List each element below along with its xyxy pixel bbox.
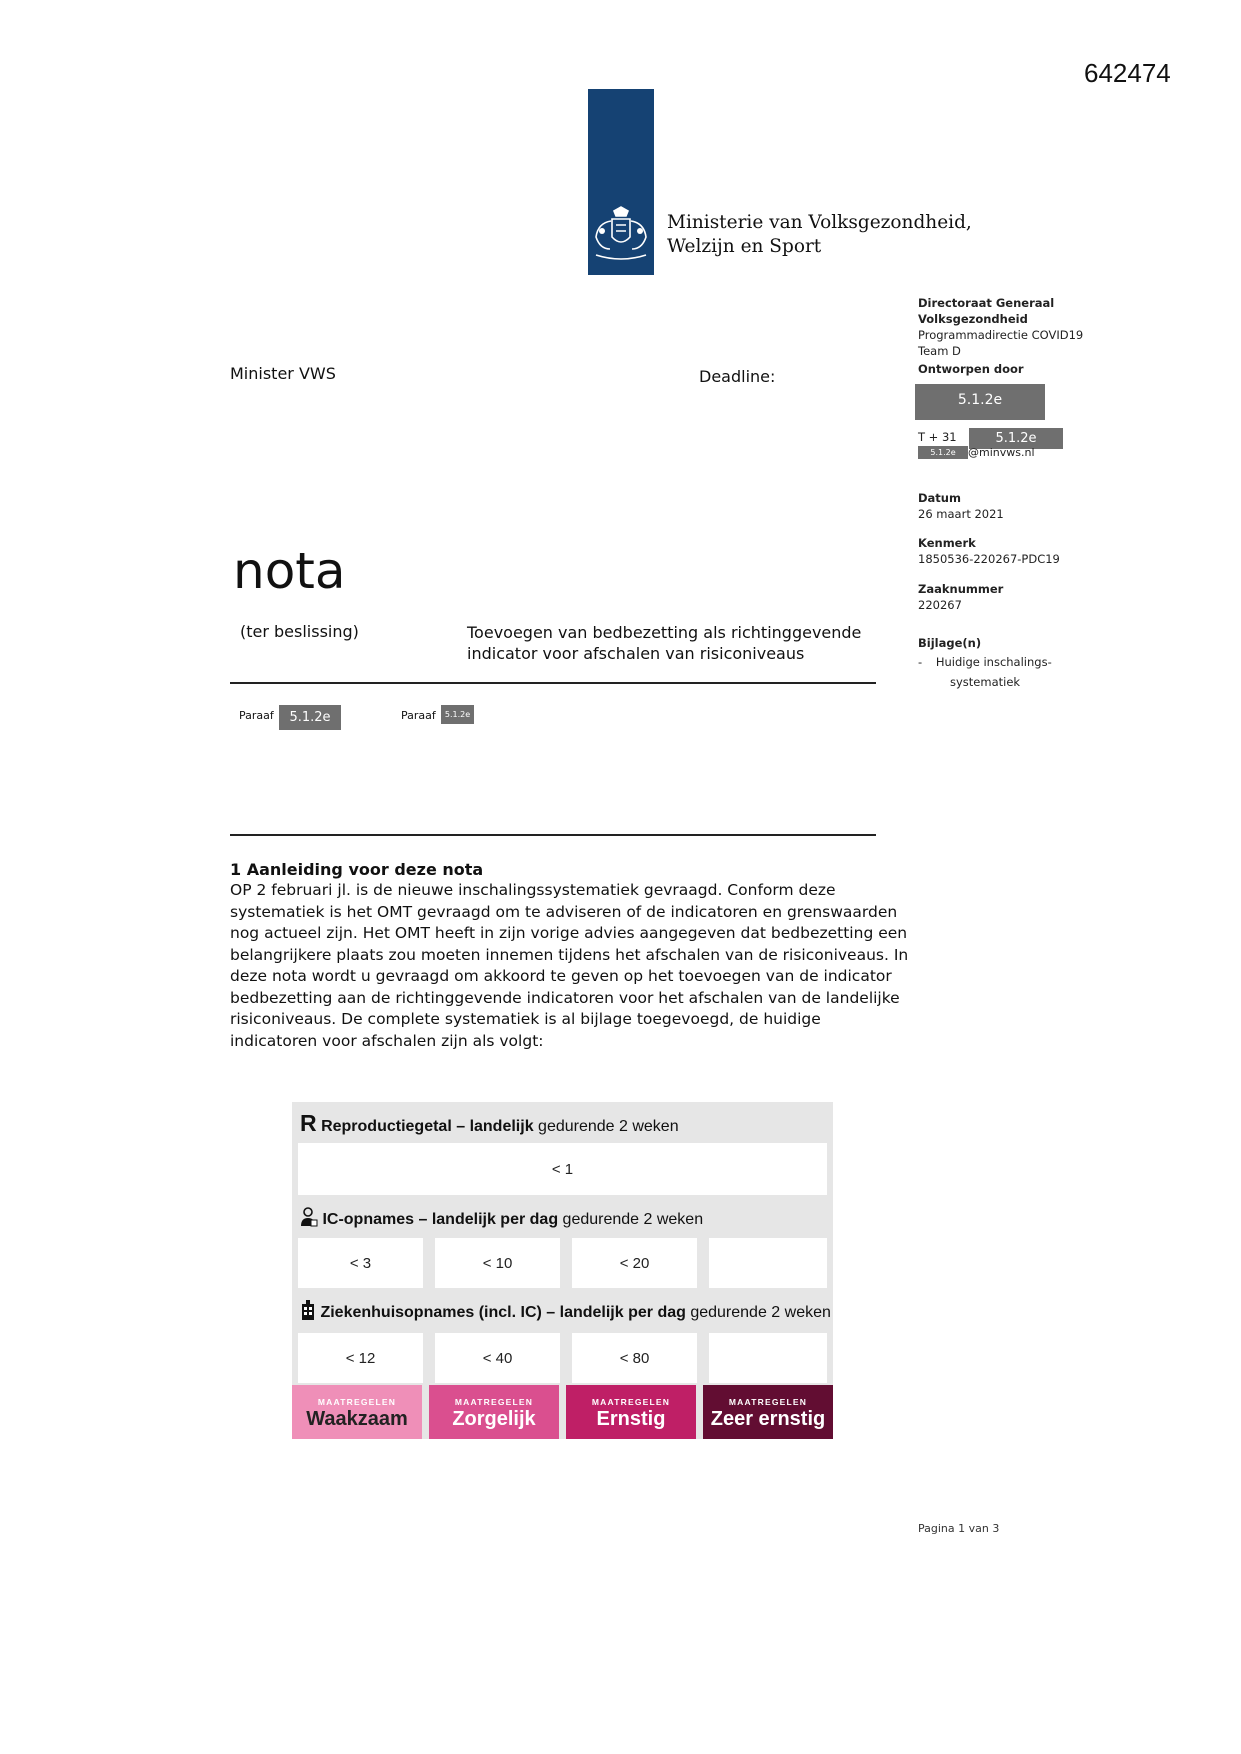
- paraaf-label-2: Paraaf: [401, 709, 436, 722]
- redacted-paraaf-1: 5.1.2e: [279, 705, 341, 730]
- document-type: (ter beslissing): [240, 622, 359, 641]
- patient-icon: [300, 1207, 318, 1227]
- ministry-name: [667, 211, 972, 259]
- document-subject: [467, 622, 861, 664]
- designed-by-label: Ontworpen door: [918, 362, 1024, 376]
- zh-value-2: < 40: [435, 1333, 560, 1383]
- divider-bottom: [230, 834, 876, 836]
- r-letter: R: [300, 1110, 317, 1136]
- level-waakzaam-small: MAATREGELEN: [317, 1397, 397, 1407]
- ministry-line-2: Welzijn en Sport: [667, 236, 822, 257]
- hospital-icon: [300, 1300, 316, 1320]
- zh-value-4: [709, 1333, 827, 1383]
- email-suffix: @minvws.nl: [968, 446, 1035, 459]
- zh-header: [300, 1300, 831, 1322]
- sidebar-case: [918, 581, 1003, 613]
- ic-title: IC-opnames: [322, 1211, 415, 1228]
- redacted-name: 5.1.2e: [915, 384, 1045, 420]
- level-zorgelijk-small: MAATREGELEN: [454, 1397, 534, 1407]
- level-zeer-ernstig-label: Zeer ernstig: [710, 1408, 826, 1430]
- divider-top: [230, 682, 876, 684]
- level-zeer-ernstig: [703, 1385, 833, 1439]
- org-line-3: Programmadirectie COVID19: [918, 328, 1084, 342]
- org-line-4: Team D: [918, 344, 961, 358]
- sidebar-organisation: [918, 295, 1083, 377]
- level-waakzaam-label: Waakzaam: [306, 1408, 408, 1430]
- redacted-email: 5.1.2e: [918, 446, 968, 459]
- reference-label: Kenmerk: [918, 536, 976, 550]
- document-number: 642474: [1084, 58, 1171, 88]
- level-waakzaam: [292, 1385, 422, 1439]
- section-title: 1 Aanleiding voor deze nota: [230, 860, 484, 879]
- zh-value-3: < 80: [572, 1333, 697, 1383]
- zh-bold: landelijk per dag: [559, 1304, 686, 1321]
- r-header: [300, 1110, 679, 1137]
- deadline-label: Deadline:: [699, 367, 776, 386]
- r-rest: gedurende 2 weken: [533, 1118, 679, 1135]
- org-line-1: Directoraat Generaal: [918, 296, 1055, 310]
- r-title: Reproductiegetal: [321, 1118, 452, 1135]
- ic-value-3: < 20: [572, 1238, 697, 1288]
- case-label: Zaaknummer: [918, 582, 1004, 596]
- level-ernstig-label: Ernstig: [596, 1408, 666, 1430]
- org-line-2: Volksgezondheid: [918, 312, 1028, 326]
- paraaf-label-1: Paraaf: [239, 709, 274, 722]
- coat-of-arms-icon: [590, 205, 652, 265]
- level-zeer-ernstig-small: MAATREGELEN: [728, 1397, 808, 1407]
- zh-title: Ziekenhuisopnames (incl. IC): [320, 1304, 542, 1321]
- date-label: Datum: [918, 491, 961, 505]
- r-bold: landelijk: [469, 1118, 534, 1135]
- ic-value-4: [709, 1238, 827, 1288]
- level-ernstig-small: MAATREGELEN: [591, 1397, 671, 1407]
- phone-prefix: T + 31: [918, 430, 957, 444]
- level-zorgelijk: [429, 1385, 559, 1439]
- sidebar-attachments: [918, 635, 1052, 690]
- ic-value-1: < 3: [298, 1238, 423, 1288]
- attachment-line-2: systematiek: [950, 675, 1021, 689]
- redacted-phone: 5.1.2e: [969, 428, 1063, 449]
- r-separator: –: [451, 1118, 470, 1135]
- ic-header: [300, 1207, 703, 1229]
- ic-separator: –: [414, 1211, 432, 1228]
- attachment-dash: -: [918, 655, 923, 669]
- sidebar-reference: [918, 535, 1060, 567]
- zh-value-1: < 12: [298, 1333, 423, 1383]
- page-number: Pagina 1 van 3: [918, 1522, 1000, 1535]
- section-body: OP 2 februari jl. is de nieuwe inschalingssystematiek gevraagd. Conform deze systematiek is het OMT gevraagd om te adviseren of de indicatoren en grenswaarden nog actueel zijn. Het OMT heeft in zijn vorige advies aangegeven dat bedbezetting een belangrijkere plaats zou moeten innemen tijdens het afschalen van de risiconiveaus. In deze nota wordt u gevraagd om akkoord te geven op het toevoegen van de indicator bedbezetting aan de richtinggevende indicatoren voor het afschalen van de landelijke risiconiveaus. De complete systematiek is al bijlage toegevoegd, de huidige indicatoren voor afschalen zijn als volgt:: [230, 881, 909, 1050]
- subject-line-1: Toevoegen van bedbezetting als richtinggevende: [467, 623, 862, 642]
- r-value-cell: < 1: [298, 1143, 827, 1195]
- document-title: nota: [233, 542, 346, 600]
- ic-rest: gedurende 2 weken: [558, 1211, 704, 1228]
- attachments-label: Bijlage(n): [918, 636, 982, 650]
- subject-line-2: indicator voor afschalen van risiconiveaus: [467, 644, 805, 663]
- date-value: 26 maart 2021: [918, 507, 1004, 521]
- level-ernstig: [566, 1385, 696, 1439]
- level-zorgelijk-label: Zorgelijk: [452, 1408, 536, 1430]
- case-value: 220267: [918, 598, 962, 612]
- sidebar-date: [918, 490, 1004, 522]
- ministry-line-1: Ministerie van Volksgezondheid,: [667, 212, 972, 233]
- indicator-table: [292, 1102, 833, 1439]
- redacted-paraaf-2: 5.1.2e: [441, 705, 474, 724]
- zh-separator: –: [541, 1304, 560, 1321]
- ic-bold: landelijk per dag: [431, 1211, 559, 1228]
- ic-value-2: < 10: [435, 1238, 560, 1288]
- reference-value: 1850536-220267-PDC19: [918, 552, 1060, 566]
- attachment-line-1: Huidige inschalings-: [935, 655, 1052, 669]
- zh-rest: gedurende 2 weken: [685, 1304, 831, 1321]
- addressee: Minister VWS: [230, 364, 336, 383]
